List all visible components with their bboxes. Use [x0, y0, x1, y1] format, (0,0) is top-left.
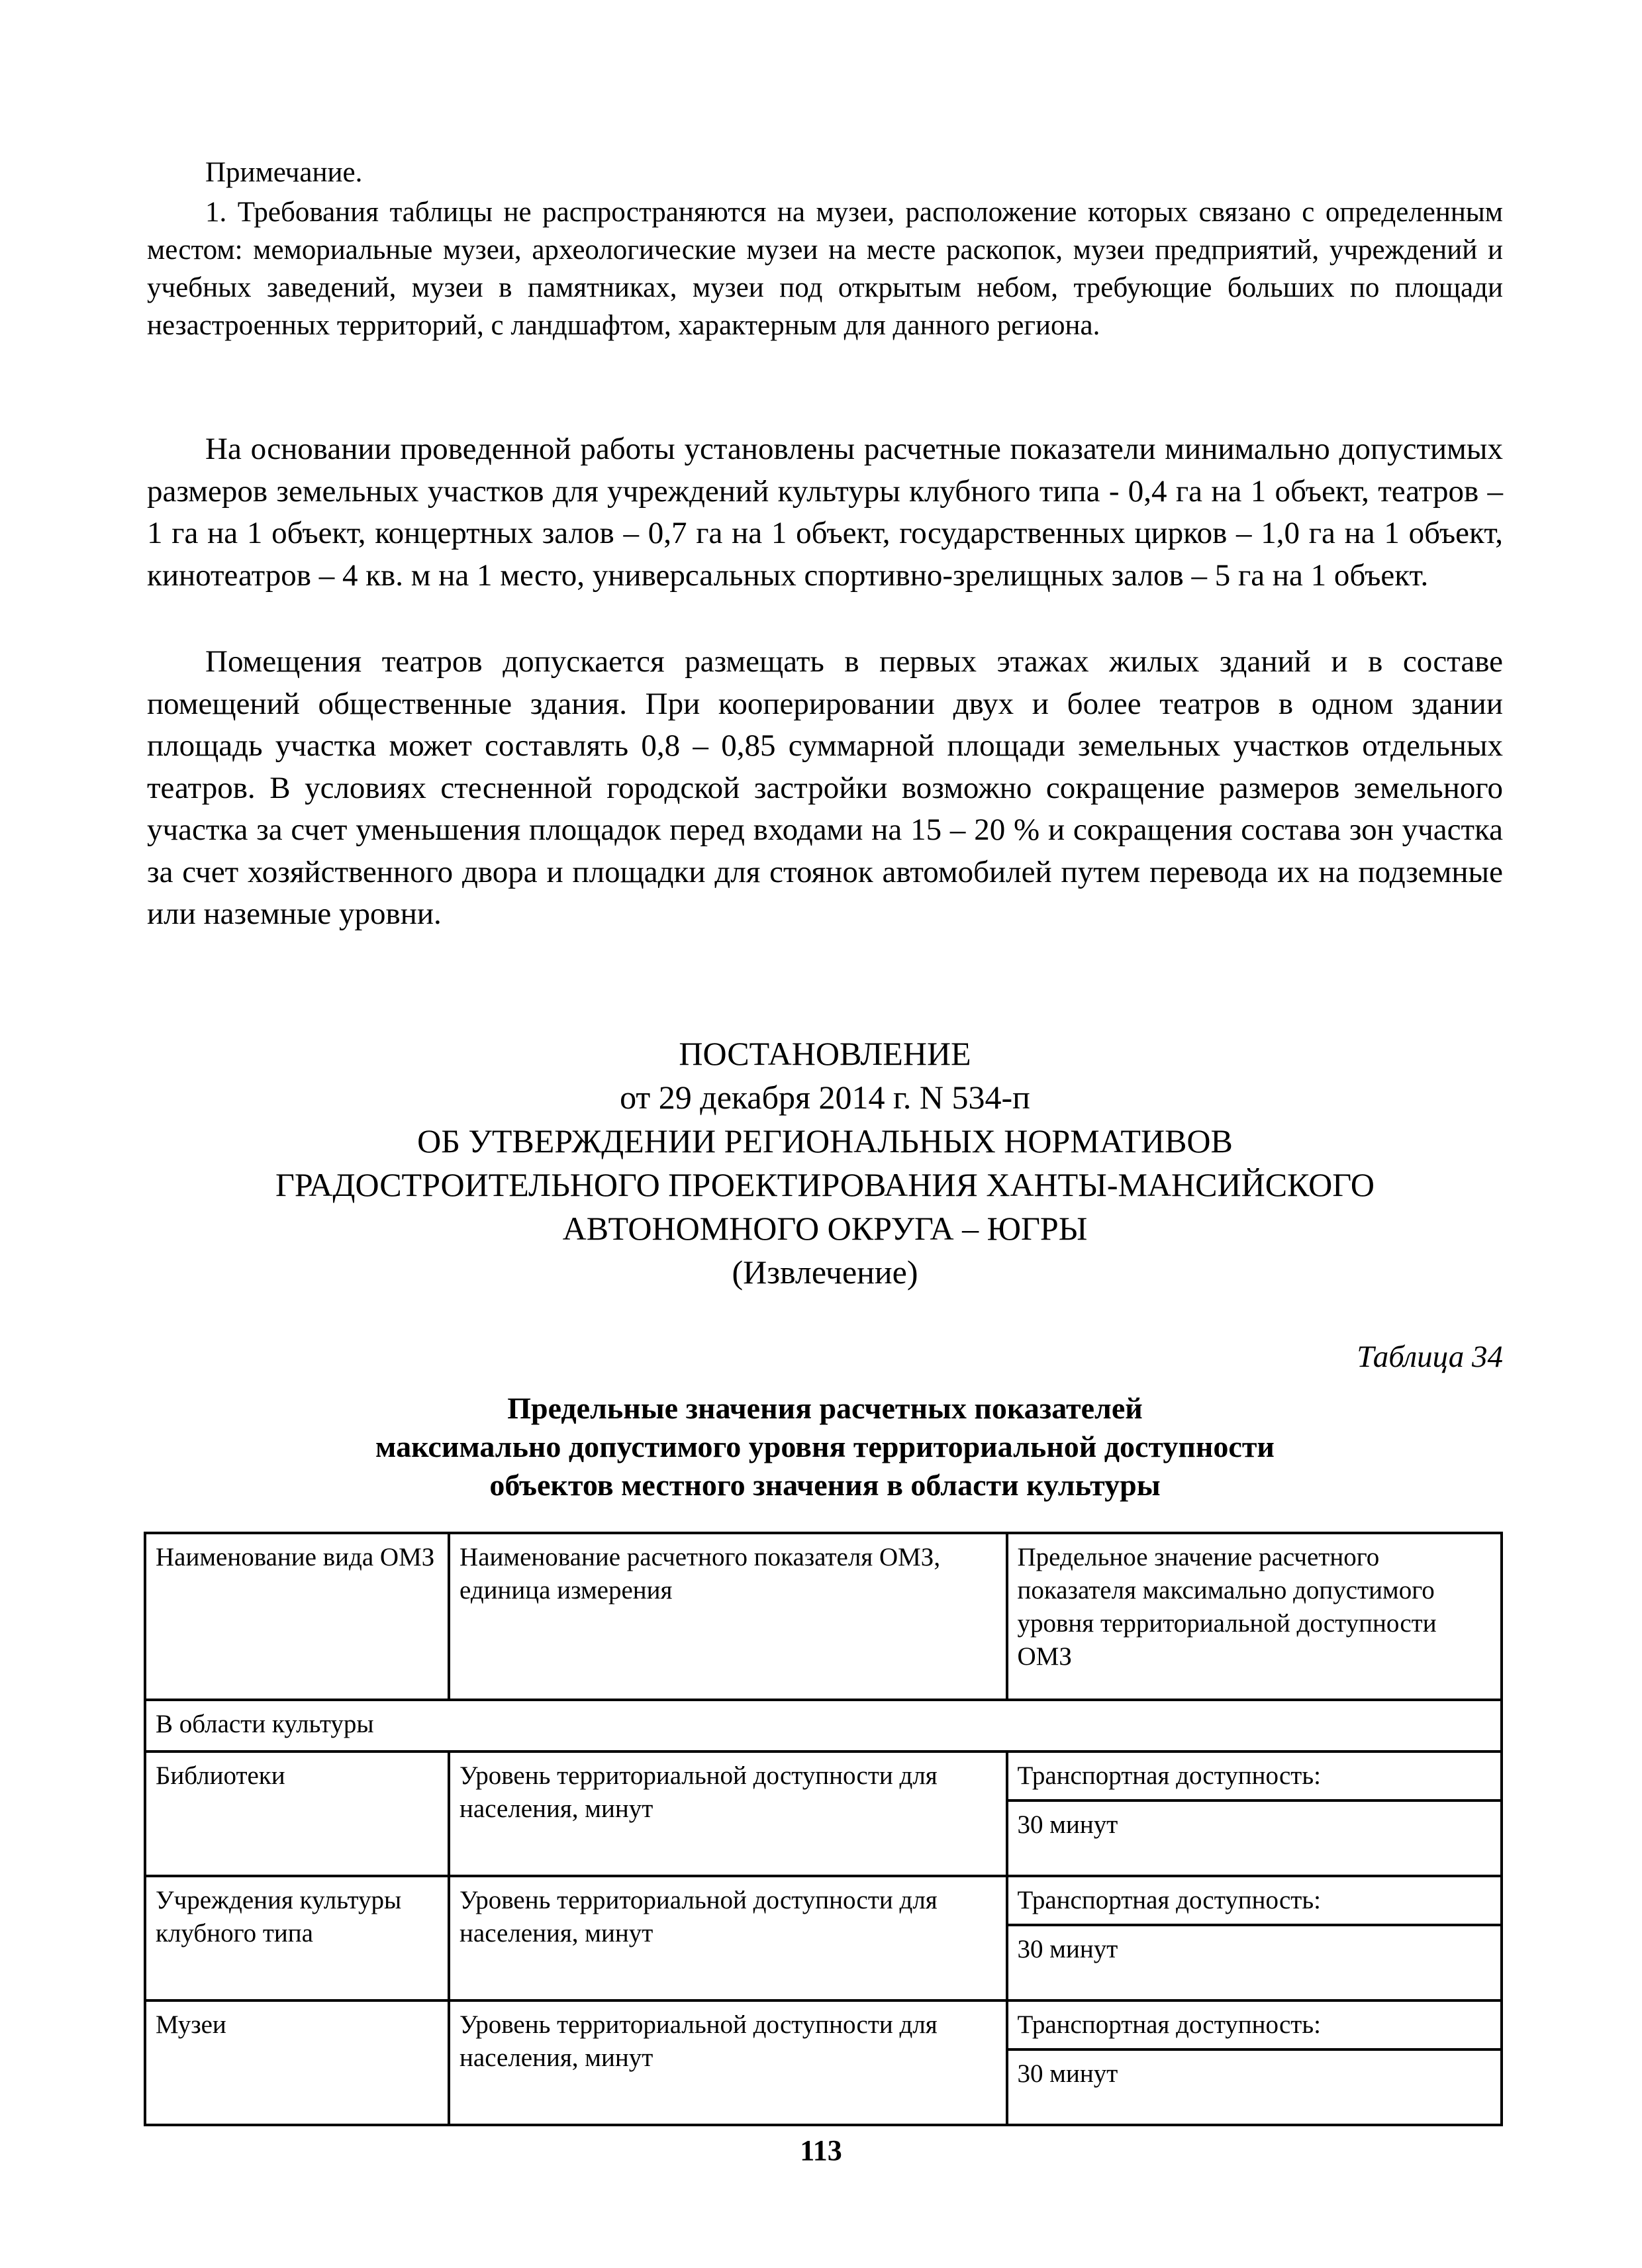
table-row: [145, 1751, 1502, 1800]
row-indicator: Уровень территориальной доступности для населения, минут: [449, 2000, 1006, 2125]
table-title-line-2: максимально допустимого уровня территориальной доступности: [375, 1430, 1275, 1463]
row-type: Библиотеки: [145, 1751, 449, 1876]
page-number: 113: [800, 2134, 842, 2167]
paragraph-land-plots: На основании проведенной работы установлены расчетные показатели минимально допустимых размеров земельных участков для учреждений культуры клубного типа - 0,4 га на 1 объект, театров – 1 га на 1 объект, концертных залов – 0,7 га на 1 объект, государственных цирков – 1,0 га на 1 объект, кинотеатров – 4 кв. м на 1 место, универсальных спортивно-зрелищных залов – 5 га на 1 объект.: [147, 432, 1503, 593]
row-type: Учреждения культуры клубного типа: [145, 1876, 449, 2000]
table-category-row: [145, 1700, 1502, 1751]
row-value: 30 минут: [1007, 2049, 1502, 2125]
table-title-line-1: Предельные значения расчетных показателей: [507, 1391, 1143, 1425]
decree-heading: [147, 1032, 1503, 1294]
row-value-label: Транспортная доступность:: [1007, 1751, 1502, 1800]
row-value-label: Транспортная доступность:: [1007, 2000, 1502, 2049]
header-indicator: Наименование расчетного показателя ОМЗ, единица измерения: [449, 1533, 1006, 1700]
decree-subject-line-2: ГРАДОСТРОИТЕЛЬНОГО ПРОЕКТИРОВАНИЯ ХАНТЫ-МАНСИЙСКОГО: [275, 1166, 1375, 1203]
row-indicator: Уровень территориальной доступности для населения, минут: [449, 1876, 1006, 2000]
note-text: 1. Требования таблицы не распространяются на музеи, расположение которых связано с определенным местом: мемориальные музеи, археологические музеи на месте раскопок, музеи предприятий, учреждений и учебных заведений, музеи в памятниках, музеи под открытым небом, требующие больших по площади незастроенных территорий, с ландшафтом, характерным для данного региона.: [147, 197, 1503, 341]
header-limit-value: Предельное значение расчетного показателя максимально допустимого уровня территориальной доступности ОМЗ: [1007, 1533, 1502, 1700]
decree-title: ПОСТАНОВЛЕНИЕ: [679, 1035, 971, 1072]
table-label: Таблица 34: [1357, 1340, 1503, 1374]
row-type: Музеи: [145, 2000, 449, 2125]
category-culture: В области культуры: [145, 1700, 1502, 1751]
note-title: Примечание.: [205, 157, 363, 188]
decree-date: от 29 декабря 2014 г. N 534-п: [620, 1079, 1030, 1116]
row-value-label: Транспортная доступность:: [1007, 1876, 1502, 1925]
paragraph-theatres: Помещения театров допускается размещать в первых этажах жилых зданий и в составе помещений общественные здания. При кооперировании двух и более театров в одном здании площадь участка может составлять 0,8 – 0,85 суммарной площади земельных участков отдельных театров. В условиях стесненной городской застройки возможно сокращение размеров земельного участка за счет уменьшения площадок перед входами на 15 – 20 % и сокращения состава зон участка за счет хозяйственного двора и площадки для стоянок автомобилей путем перевода их на подземные или наземные уровни.: [147, 644, 1503, 931]
table-title: [147, 1389, 1503, 1504]
table-row: [145, 1876, 1502, 1925]
table-title-line-3: объектов местного значения в области культуры: [489, 1468, 1161, 1502]
decree-subject-line-3: АВТОНОМНОГО ОКРУГА – ЮГРЫ: [562, 1210, 1088, 1247]
row-value: 30 минут: [1007, 1925, 1502, 2000]
table-header-row: [145, 1533, 1502, 1700]
decree-extract: (Извлечение): [732, 1254, 918, 1291]
decree-subject-line-1: ОБ УТВЕРЖДЕНИИ РЕГИОНАЛЬНЫХ НОРМАТИВОВ: [417, 1122, 1233, 1159]
row-indicator: Уровень территориальной доступности для населения, минут: [449, 1751, 1006, 1876]
table-row: [145, 2000, 1502, 2049]
row-value: 30 минут: [1007, 1800, 1502, 1876]
norms-table: [144, 1532, 1503, 2126]
header-omz-type: Наименование вида ОМЗ: [145, 1533, 449, 1700]
